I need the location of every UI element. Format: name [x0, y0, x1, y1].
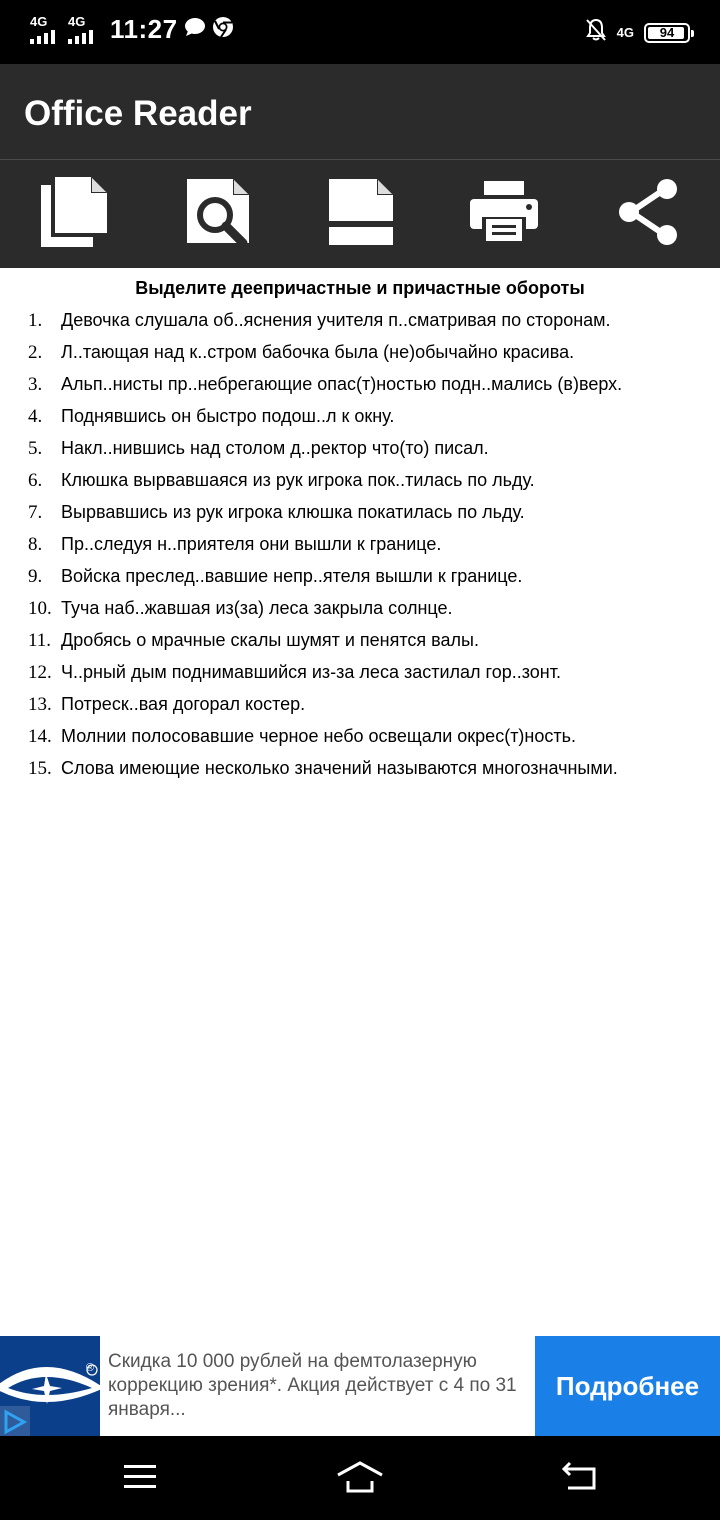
item-text: Потреск..вая догорал костер. [61, 694, 306, 714]
item-text: Ч..рный дым поднимавшийся из-за леса застилал гор..зонт. [61, 662, 561, 682]
item-number: 2. [28, 342, 43, 363]
item-text: Альп..нисты пр..небрегающие опас(т)ностью подн..мались (в)верх. [61, 374, 623, 394]
item-text: Вырвавшись из рук игрока клюшка покатилась по льду. [61, 502, 525, 522]
list-item [28, 662, 622, 694]
search-document-button[interactable] [180, 176, 256, 252]
item-text: Туча наб..жавшая из(за) леса закрыла солнце. [61, 598, 453, 618]
list-item [28, 598, 622, 630]
menu-icon [122, 1462, 158, 1495]
battery-level: 94 [659, 24, 675, 40]
item-number: 13. [28, 694, 52, 715]
item-text: Дробясь о мрачные скалы шумят и пенятся валы. [61, 630, 479, 650]
list-item [28, 630, 622, 662]
item-text: Поднявшись он быстро подош..л к окну. [61, 406, 395, 426]
home-icon [334, 1459, 386, 1498]
item-number: 8. [28, 534, 43, 555]
menu-button[interactable] [110, 1458, 170, 1498]
list-item [28, 406, 622, 438]
list-item [28, 438, 622, 470]
ad-text[interactable]: Скидка 10 000 рублей на фемтолазерную коррекцию зрения*. Акция действует с 4 по 31 января... [108, 1351, 517, 1420]
clock: 11:27 [110, 14, 178, 44]
chat-bubble-icon [184, 17, 206, 42]
item-number: 11. [28, 630, 52, 651]
document-button[interactable] [322, 176, 398, 252]
item-number: 4. [28, 406, 43, 427]
list-item [28, 374, 622, 406]
document-view[interactable] [0, 268, 720, 1336]
signal-icon [30, 13, 62, 44]
list-item [28, 310, 622, 342]
network-4g-icon: 4G [616, 25, 634, 40]
app-bar [0, 64, 720, 159]
item-number: 14. [28, 726, 52, 747]
navigation-bar [0, 1436, 720, 1520]
search-document-icon [183, 177, 253, 252]
item-text: Накл..нившись над столом д..ректор что(то) писал. [61, 438, 489, 458]
signal-icon [68, 13, 100, 44]
item-number: 3. [28, 374, 43, 395]
print-button[interactable] [466, 176, 542, 252]
list-item [28, 758, 622, 790]
item-text: Слова имеющие несколько значений называются многозначными. [61, 758, 618, 778]
item-number: 12. [28, 662, 52, 683]
ad-details-button[interactable]: Подробнее [535, 1336, 720, 1436]
document-icon [325, 177, 395, 252]
item-text: Пр..следуя н..приятеля они вышли к границе. [61, 534, 442, 554]
bell-off-icon [585, 18, 607, 47]
item-text: Войска преслед..вавшие непр..ятеля вышли к границе. [61, 566, 523, 586]
list-item [28, 566, 622, 598]
copy-icon [37, 175, 109, 254]
battery-icon [644, 23, 690, 43]
chrome-icon [212, 16, 234, 43]
item-text: Молнии полосовавшие черное небо освещали окрес(т)ность. [61, 726, 577, 746]
list-item [28, 470, 622, 502]
item-number: 6. [28, 470, 43, 491]
eye-logo-icon[interactable] [0, 1336, 100, 1436]
share-icon [615, 177, 681, 252]
back-button[interactable] [550, 1458, 610, 1498]
share-button[interactable] [610, 176, 686, 252]
back-icon [560, 1461, 600, 1496]
home-button[interactable] [330, 1458, 390, 1498]
copy-button[interactable] [35, 176, 111, 252]
list-item [28, 534, 622, 566]
item-text: Л..тающая над к..стром бабочка была (не)обычайно красива. [61, 342, 575, 362]
item-number: 10. [28, 598, 52, 619]
exercise-list [28, 310, 622, 790]
sim2-network-label: 4G [68, 13, 86, 29]
item-number: 7. [28, 502, 43, 523]
sim1-network-label: 4G [30, 13, 48, 29]
list-item [28, 342, 622, 374]
print-icon [468, 179, 540, 250]
registered-mark: ® [86, 1362, 95, 1374]
ad-banner[interactable] [0, 1336, 720, 1436]
document-title: Выделите деепричастные и причастные обороты [135, 278, 585, 298]
status-bar [0, 0, 720, 64]
item-number: 1. [28, 310, 43, 331]
item-text: Клюшка вырвавшаяся из рук игрока пок..тилась по льду. [61, 470, 535, 490]
app-title: Office Reader [24, 94, 252, 133]
list-item [28, 726, 622, 758]
item-number: 15. [28, 758, 52, 779]
list-item [28, 694, 622, 726]
list-item [28, 502, 622, 534]
item-text: Девочка слушала об..яснения учителя п..сматривая по сторонам. [61, 310, 611, 330]
item-number: 5. [28, 438, 43, 459]
item-number: 9. [28, 566, 43, 587]
toolbar [0, 160, 720, 268]
